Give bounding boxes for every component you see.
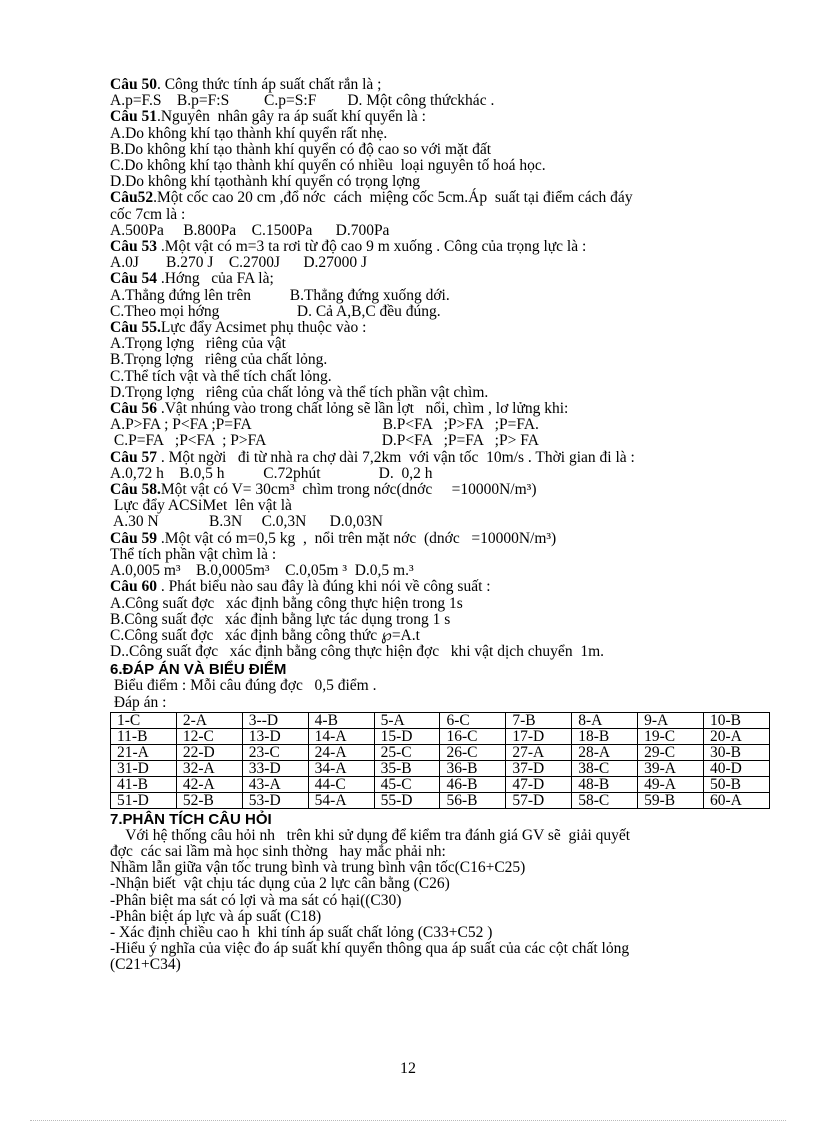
question-text: .Một vật có m=0,5 kg , nổi trên mặt nớc (dnớc =10000N/m³) <box>156 529 557 547</box>
answer-cell: 36-B <box>440 760 506 776</box>
analysis-line: -Phân biệt áp lực và áp suất (C18) <box>110 907 322 925</box>
answer-cell: 17-D <box>506 728 572 744</box>
question-number: Câu 56 <box>110 400 157 418</box>
question-list <box>110 77 770 660</box>
answer-cell: 24-A <box>308 744 374 760</box>
answer-cell: 44-C <box>308 776 374 792</box>
question-option-line: A.Trọng lợng riêng của vật <box>110 335 286 353</box>
analysis-line: -Hiểu ý nghĩa của việc đo áp suất khí quyển thông qua áp suất của các cột chất lỏng <box>110 940 630 958</box>
answer-cell: 25-C <box>374 744 440 760</box>
page-content <box>110 77 770 974</box>
answer-cell: 10-B <box>704 712 770 728</box>
page-bottom-divider <box>30 1120 786 1121</box>
question-text: Một vật có V= 30cm³ chìm trong nớc(dnớc =10000N/m³) <box>160 481 537 499</box>
question-option-line: A.Do không khí tạo thành khí quyển rất nhẹ. <box>110 124 388 142</box>
question-option-line: cốc 7cm là : <box>110 205 186 223</box>
question-option-line: A.P>FA ; P<FA ;P=FA B.P<FA ;P>FA ;P=FA. <box>110 416 539 434</box>
question-option-line: A.Công suất đợc xác định bằng công thực hiện trong 1s <box>110 594 463 612</box>
answer-cell: 22-D <box>176 744 242 760</box>
question-text: .Hớng của FA là; <box>156 270 274 288</box>
question-option-line: C.P=FA ;P<FA ; P>FA D.P<FA ;P=FA ;P> FA <box>110 432 539 450</box>
answer-cell: 49-A <box>638 776 704 792</box>
answer-cell: 58-C <box>572 792 638 808</box>
question-number: Câu 51 <box>110 108 157 126</box>
analysis-line: Nhầm lẫn giữa vận tốc trung bình và trung bình vận tốc(C16+C25) <box>110 859 526 877</box>
answer-cell: 39-A <box>638 760 704 776</box>
table-row <box>111 760 770 776</box>
analysis-line: -Phân biệt ma sát có lợi và ma sát có hại((C30) <box>110 891 402 909</box>
analysis-list <box>110 828 770 974</box>
analysis-line: -Nhận biết vật chịu tác dụng của 2 lực cân bằng (C26) <box>110 875 450 893</box>
question-option-line: C.Theo mọi hớng D. Cả A,B,C đều đúng. <box>110 302 441 320</box>
answer-table <box>110 712 770 809</box>
question-50 <box>110 77 770 93</box>
question-number: Câu 57 <box>110 448 157 466</box>
question-option-line: Lực đẩy ACSiMet lên vật là <box>110 497 292 515</box>
question-57 <box>110 450 770 466</box>
question-number: Câu 60 <box>110 578 157 596</box>
question-54 <box>110 271 770 287</box>
question-number: Câu 54 <box>110 270 157 288</box>
answer-cell: 8-A <box>572 712 638 728</box>
question-option-line: Thể tích phần vật chìm là : <box>110 545 277 563</box>
question-53 <box>110 239 770 255</box>
answer-cell: 13-D <box>242 728 308 744</box>
answer-cell: 21-A <box>111 744 177 760</box>
question-59 <box>110 531 770 547</box>
table-row <box>111 792 770 808</box>
answer-cell: 11-B <box>111 728 177 744</box>
answer-cell: 37-D <box>506 760 572 776</box>
analysis-line: - Xác định chiều cao h khi tính áp suất chất lỏng (C33+C52 ) <box>110 923 493 941</box>
question-option-line: C.Thể tích vật và thể tích chất lỏng. <box>110 367 332 385</box>
answer-cell: 18-B <box>572 728 638 744</box>
question-text: .Nguyên nhân gây ra áp suất khí quyển là : <box>156 108 426 126</box>
question-option-line: B.Công suất đợc xác định bằng lực tác dụng trong 1 s <box>110 610 451 628</box>
answer-cell: 52-B <box>176 792 242 808</box>
answer-cell: 2-A <box>176 712 242 728</box>
answer-cell: 57-D <box>506 792 572 808</box>
answer-cell: 42-A <box>176 776 242 792</box>
question-option-line: A.0,72 h B.0,5 h C.72phút D. 0,2 h <box>110 464 433 482</box>
answer-cell: 1-C <box>111 712 177 728</box>
answer-cell: 16-C <box>440 728 506 744</box>
answer-cell: 45-C <box>374 776 440 792</box>
question-number: Câu 50 <box>110 76 157 93</box>
question-text: . Công thức tính áp suất chất rắn là ; <box>156 76 382 93</box>
page-number: 12 <box>400 1060 416 1077</box>
question-number: Câu 59 <box>110 529 157 547</box>
answer-cell: 54-A <box>308 792 374 808</box>
question-60 <box>110 579 770 595</box>
answer-cell: 5-A <box>374 712 440 728</box>
answer-cell: 60-A <box>704 792 770 808</box>
answer-cell: 50-B <box>704 776 770 792</box>
answer-cell: 23-C <box>242 744 308 760</box>
answer-cell: 43-A <box>242 776 308 792</box>
question-option-line: D.Trọng lợng riêng của chất lỏng và thể tích phần vật chìm. <box>110 383 489 401</box>
answer-cell: 32-A <box>176 760 242 776</box>
answer-cell: 29-C <box>638 744 704 760</box>
answer-cell: 31-D <box>111 760 177 776</box>
question-number: Câu 55. <box>110 319 161 337</box>
analysis-line: (C21+C34) <box>110 956 181 974</box>
answer-cell: 28-A <box>572 744 638 760</box>
question-text: .Một cốc cao 20 cm ,đổ nớc cách miệng cốc 5cm.Áp suất tại điểm cách đáy <box>153 189 633 207</box>
answer-cell: 12-C <box>176 728 242 744</box>
question-58 <box>110 482 770 498</box>
answer-cell: 59-B <box>638 792 704 808</box>
table-row <box>111 728 770 744</box>
answer-cell: 48-B <box>572 776 638 792</box>
section-7-title: 7.PHÂN TÍCH CÂU HỎI <box>110 810 272 828</box>
answer-cell: 3--D <box>242 712 308 728</box>
question-text: . Phát biểu nào sau đây là đúng khi nói về công suất : <box>156 578 491 596</box>
answer-cell: 56-B <box>440 792 506 808</box>
question-option-line: C.Công suất đợc xác định bằng công thức ℘=A.t <box>110 626 420 644</box>
analysis-line: Với hệ thống câu hỏi nh trên khi sử dụng để kiểm tra đánh giá GV sẽ giải quyết <box>110 826 631 844</box>
answer-cell: 15-D <box>374 728 440 744</box>
answer-cell: 55-D <box>374 792 440 808</box>
analysis-line: đợc các sai lầm mà học sinh thờng hay mắc phải nh: <box>110 842 446 860</box>
answer-cell: 46-B <box>440 776 506 792</box>
question-text: . Một ngời đi từ nhà ra chợ dài 7,2km với vận tốc 10m/s . Thời gian đi là : <box>156 448 635 466</box>
question-option-line: A.30 N B.3N C.0,3N D.0,03N <box>110 513 383 531</box>
question-option-line: B.Do không khí tạo thành khí quyển có độ cao so với mặt đất <box>110 140 491 158</box>
question-option-line: A.p=F.S B.p=F:S C.p=S:F D. Một công thứckhác . <box>110 92 495 110</box>
question-option-line: A.Thẳng đứng lên trên B.Thẳng đứng xuống dới. <box>110 286 450 304</box>
question-option-line: B.Trọng lợng riêng của chất lỏng. <box>110 351 328 369</box>
question-text: .Một vật có m=3 ta rơi từ độ cao 9 m xuống . Công của trọng lực là : <box>156 238 587 256</box>
answer-cell: 27-A <box>506 744 572 760</box>
answers-label: Đáp án : <box>110 693 167 711</box>
question-52 <box>110 190 770 206</box>
answer-cell: 33-D <box>242 760 308 776</box>
answer-cell: 41-B <box>111 776 177 792</box>
answer-cell: 9-A <box>638 712 704 728</box>
question-number: Câu 53 <box>110 238 157 256</box>
answer-cell: 6-C <box>440 712 506 728</box>
answer-cell: 34-A <box>308 760 374 776</box>
table-row <box>111 776 770 792</box>
answer-cell: 47-D <box>506 776 572 792</box>
answer-cell: 7-B <box>506 712 572 728</box>
question-option-line: A.0,005 m³ B.0,0005m³ C.0,05m ³ D.0,5 m.³ <box>110 562 414 580</box>
question-number: Câu52 <box>110 189 154 207</box>
answer-cell: 14-A <box>308 728 374 744</box>
score-note: Biểu điểm : Mỗi câu đúng đợc 0,5 điểm . <box>110 677 377 695</box>
question-option-line: D..Công suất đợc xác định bằng công thực hiện đợc khi vật dịch chuyển 1m. <box>110 643 604 661</box>
answer-cell: 40-D <box>704 760 770 776</box>
answer-cell: 51-D <box>111 792 177 808</box>
answer-cell: 53-D <box>242 792 308 808</box>
answer-cell: 35-B <box>374 760 440 776</box>
answer-cell: 26-C <box>440 744 506 760</box>
answer-cell: 38-C <box>572 760 638 776</box>
question-text: .Vật nhúng vào trong chất lỏng sẽ lần lợt nổi, chìm , lơ lửng khi: <box>156 400 569 418</box>
question-number: Câu 58. <box>110 481 161 499</box>
question-option-line: D.Do không khí tạothành khí quyển có trọng lợng <box>110 173 420 191</box>
answer-cell: 4-B <box>308 712 374 728</box>
question-text: Lực đẩy Acsimet phụ thuộc vào : <box>160 319 367 337</box>
question-51 <box>110 109 770 125</box>
answer-cell: 19-C <box>638 728 704 744</box>
table-row <box>111 712 770 728</box>
answer-cell: 20-A <box>704 728 770 744</box>
table-row <box>111 744 770 760</box>
question-option-line: C.Do không khí tạo thành khí quyển có nhiều loại nguyên tố hoá học. <box>110 157 546 175</box>
section-6-title: 6.ĐÁP ÁN VÀ BIỂU ĐIỂM <box>110 661 287 679</box>
question-option-line: A.500Pa B.800Pa C.1500Pa D.700Pa <box>110 221 390 239</box>
question-56 <box>110 401 770 417</box>
question-55 <box>110 320 770 336</box>
answer-cell: 30-B <box>704 744 770 760</box>
question-option-line: A.0J B.270 J C.2700J D.27000 J <box>110 254 368 272</box>
